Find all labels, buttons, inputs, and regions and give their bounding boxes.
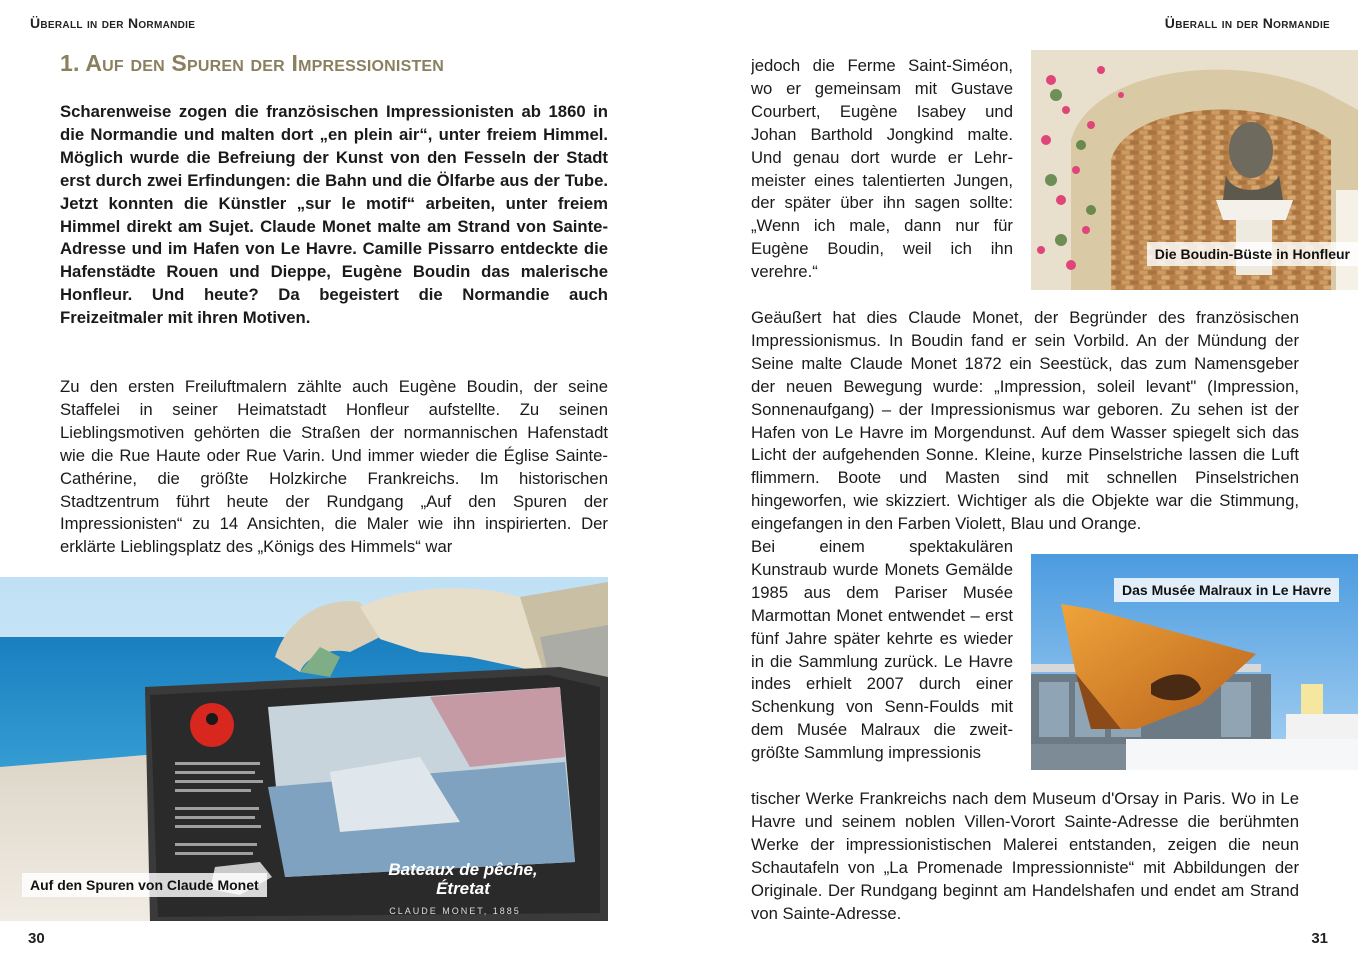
body-right-1-text: jedoch die Ferme Saint-Siméon, wo er gemeinsam mit Gustave Courbert, Eugène Isabey und Johan Barthold Jongkind malte. Und genau dort wurde er Lehrmeister eines talentierten Jungen, der später über ihn sagen sollte: „Wenn ich male, dann nur für Eugène Boudin, weil ich ihn verehre.“ <box>751 56 1013 282</box>
body-right-4-text: tischer Werke Frankreichs nach dem Museum d'Orsay in Paris. Wo in Le Havre und seinem noblen Villen-Vorort Sainte-Adresse die berühmten Werke der impressionistischen Malerei entstanden, zeigen die neun Schautafeln von „La Promenade Impressionniste“ mit Abbildungen der Originale. Der Rundgang beginnt am Handelshafen und endet am Strand von Sainte-Adresse. <box>751 789 1299 923</box>
running-head-right: Überall in der Normandie <box>1164 15 1330 31</box>
sign-artist: CLAUDE MONET, 1885 <box>389 906 521 916</box>
photo-boudin-bust <box>1031 50 1358 290</box>
body-text-right-narrow <box>751 536 1013 791</box>
running-head-left: Überall in der Normandie <box>30 15 196 31</box>
body-text-left <box>60 376 608 559</box>
lead-text: Scharenweise zogen die französischen Impressionisten ab 1860 in die Normandie und malten dort „en plein air“, unter freiem Himmel. Möglich wurde die Befreiung der Kunst von den Fesseln der Stadt erst durch zwei Erfindungen: die Bahn und die Ölfarbe aus der Tube. Jetzt konnten die Künstler „sur le motif“ arbeiten, unter freiem Himmel direkt am Sujet. Claude Monet malte am Strand von Sainte-Adresse und im Hafen von Le Havre. Camille Pissarro entdeckte die Hafenstädte Rouen und Dieppe, Eugène Boudin das malerische Honfleur. Und heute? Da begeistert die Normandie auch Freizeitmaler mit ihren Motiven. <box>60 102 608 328</box>
caption-boudin: Die Boudin-Büste in Honfleur <box>1147 242 1358 266</box>
body-text-right-main <box>751 307 1299 559</box>
photo-musee-malraux <box>1031 554 1358 770</box>
caption-malraux: Das Musée Malraux in Le Havre <box>1114 578 1339 602</box>
caption-etretat: Auf den Spuren von Claude Monet <box>22 873 267 897</box>
etretat-illustration <box>0 577 608 921</box>
sign-title-line1: Bateaux de pêche, <box>388 860 538 879</box>
page-number-left: 30 <box>28 930 45 947</box>
body-right-3-text: Bei einem spektakulären Kunstraub wurde Monets Gemälde 1985 aus dem Pariser Musée Marmottan Monet entwendet – erst fünf Jahre später kehrte es wieder in die Sammlung zurück. Le Havre indes erhielt 2007 durch einer Schenkung von Senn-Foulds mit dem Musée Malraux die zweitgrößte Sammlung impressionis <box>751 537 1013 763</box>
lead-paragraph <box>60 101 608 330</box>
body-left-text: Zu den ersten Freiluftmalern zählte auch Eugène Boudin, der seine Staffelei in seiner Heimatstadt Honfleur aufstellte. Zu seinen Lieblingsmotiven gehörten die Straßen der normannischen Hafenstadt wie die Rue Haute oder Rue Varin. Und immer wieder die Église Sainte-Cathérine, die größte Holzkirche Frankreichs. Im historischen Stadtzentrum führt heute der Rundgang „Auf den Spuren der Impressionisten“ zu 14 Ansichten, die Maler wie ihn inspirierten. Der erklärte Lieblingsplatz des „Königs des Himmels“ war <box>60 377 608 557</box>
article-title: 1. Auf den Spuren der Impressionisten <box>60 50 445 76</box>
sign-title-line2: Étretat <box>436 879 490 898</box>
body-text-right-bottom <box>751 788 1299 928</box>
page-number-right: 31 <box>1311 930 1328 947</box>
body-right-2-text: Geäußert hat dies Claude Monet, der Begründer des französischen Impressionismus. In Boudin fand er sein Vorbild. An der Mündung der Seine malte Claude Monet 1872 ein Seestück, das zum Namensgeber der neuen Bewegung wurde: „Impression, soleil levant" (Impression, Sonnenaufgang) – der Impressionismus war geboren. Zu sehen ist der Hafen von Le Havre im Morgendunst. Auf dem Wasser spiegelt sich das Licht der aufgehenden Sonne. Kleine, kurze Pinselstriche lassen die Luft flimmern. Boote und Masten sind mit schnellen Pinselstrichen hingeworfen, wie skizziert. Wichtiger als die Objekte war die Stimmung, eingefangen in den Farben Violett, Blau und Orange. <box>751 308 1299 534</box>
body-text-right-top <box>751 55 1013 285</box>
photo-etretat-sign <box>0 577 608 921</box>
